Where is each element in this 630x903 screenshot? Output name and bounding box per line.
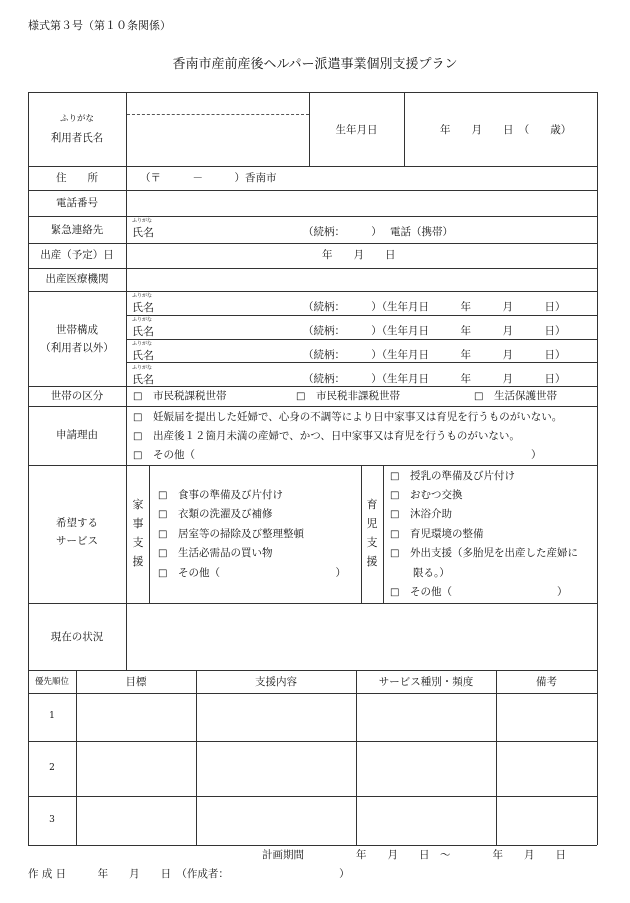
current-status-label: 現在の状況 [50, 631, 104, 643]
furigana-label: ふりがな [59, 114, 94, 124]
birthdate-field[interactable]: 年 月 日 （ 歳） [440, 124, 572, 136]
checkbox-icon: □ [474, 391, 484, 402]
created-date-field[interactable]: 作 成 日 年 月 日 （作成者： ） [28, 868, 350, 880]
checkbox-icon: □ [390, 490, 400, 501]
reason-option-other[interactable]: □ その他（ ） [133, 449, 542, 461]
checkbox-icon: □ [390, 529, 400, 540]
checkbox-icon: □ [133, 431, 143, 442]
emergency-contact-label: 緊急連絡先 [50, 224, 104, 236]
checkbox-icon: □ [133, 391, 143, 402]
checkbox-icon: □ [158, 490, 168, 501]
emergency-name-field[interactable]: 氏名 [132, 226, 154, 239]
housework-option-cleaning[interactable]: □ 居室等の掃除及び整理整頓 [158, 528, 304, 540]
user-name-field[interactable] [127, 115, 309, 165]
category-option-taxed[interactable]: □ 市民税課税世帯 [133, 390, 227, 402]
checkbox-icon: □ [390, 509, 400, 520]
due-date-field[interactable]: 年 月 日 [322, 249, 396, 261]
hospital-field[interactable] [127, 269, 596, 290]
birthdate-label: 生年月日 [335, 124, 378, 136]
childcare-option-outing[interactable]: □ 外出支援（多胎児を出産した産婦に [390, 547, 578, 559]
housework-option-meals[interactable]: □ 食事の準備及び片付け [158, 489, 283, 501]
hospital-label: 出産医療機関 [45, 273, 109, 285]
category-option-welfare[interactable]: □ 生活保護世帯 [474, 390, 557, 402]
checkbox-icon: □ [390, 471, 400, 482]
table-row[interactable]: 1 [49, 711, 55, 721]
childcare-option-other[interactable]: □ その他（ ） [390, 586, 568, 598]
reason-option-postpartum[interactable]: □ 出産後１２箇月未満の産婦で、かつ、日中家事又は育児を行うものがいない。 [133, 430, 520, 442]
checkbox-icon: □ [158, 548, 168, 559]
checkbox-icon: □ [390, 587, 400, 598]
childcare-option-environment[interactable]: □ 育児環境の整備 [390, 528, 484, 540]
plan-period-field[interactable]: 年 月 日 ～ 年 月 日 [356, 849, 566, 861]
form-number: 様式第３号（第１０条関係） [28, 19, 171, 32]
reason-label: 申請理由 [56, 429, 98, 441]
service-label: 希望する [56, 517, 98, 529]
current-status-field[interactable] [127, 604, 596, 669]
emergency-relation-field[interactable]: （続柄： ） [303, 226, 382, 238]
address-label: 住 所 [56, 172, 98, 184]
table-row[interactable]: 3 [49, 815, 55, 825]
address-field[interactable]: （〒 － ）香南市 [140, 172, 277, 184]
plan-period-label: 計画期間 [262, 849, 304, 861]
checkbox-icon: □ [296, 391, 306, 402]
reason-option-pregnant[interactable]: □ 妊娠届を提出した妊婦で、心身の不調等により日中家事又は育児を行うものがいない。 [133, 411, 563, 423]
checkbox-icon: □ [158, 509, 168, 520]
phone-label: 電話番号 [56, 197, 98, 209]
service-sublabel: サービス [56, 535, 98, 547]
furigana-field[interactable] [127, 93, 309, 113]
checkbox-icon: □ [133, 412, 143, 423]
category-label: 世帯の区分 [50, 390, 104, 402]
childcare-option-bathing[interactable]: □ 沐浴介助 [390, 508, 452, 520]
checkbox-icon: □ [158, 529, 168, 540]
checkbox-icon: □ [158, 568, 168, 579]
category-option-untaxed[interactable]: □ 市民税非課税世帯 [296, 390, 400, 402]
household-sublabel: （利用者以外） [40, 342, 114, 354]
housework-option-other[interactable]: □ その他（ ） [158, 567, 346, 579]
checkbox-icon: □ [133, 450, 143, 461]
user-name-label: 利用者氏名 [50, 132, 104, 144]
childcare-option-diaper[interactable]: □ おむつ交換 [390, 489, 463, 501]
phone-field[interactable] [127, 191, 596, 215]
table-row[interactable]: 2 [49, 763, 55, 773]
page-title: 香南市産前産後ヘルパー派遣事業個別支援プラン [172, 57, 458, 72]
household-label: 世帯構成 [56, 324, 98, 336]
childcare-option-feeding[interactable]: □ 授乳の準備及び片付け [390, 470, 515, 482]
emergency-mobile-field[interactable]: 電話（携帯） [390, 226, 453, 238]
housework-option-shopping[interactable]: □ 生活必需品の買い物 [158, 547, 273, 559]
name-furigana: ふりがな [132, 218, 153, 224]
childcare-option-outing-cont: 限る。） [413, 567, 450, 579]
due-date-label: 出産（予定）日 [40, 249, 114, 261]
housework-option-laundry[interactable]: □ 衣類の洗濯及び補修 [158, 508, 273, 520]
checkbox-icon: □ [390, 548, 400, 559]
